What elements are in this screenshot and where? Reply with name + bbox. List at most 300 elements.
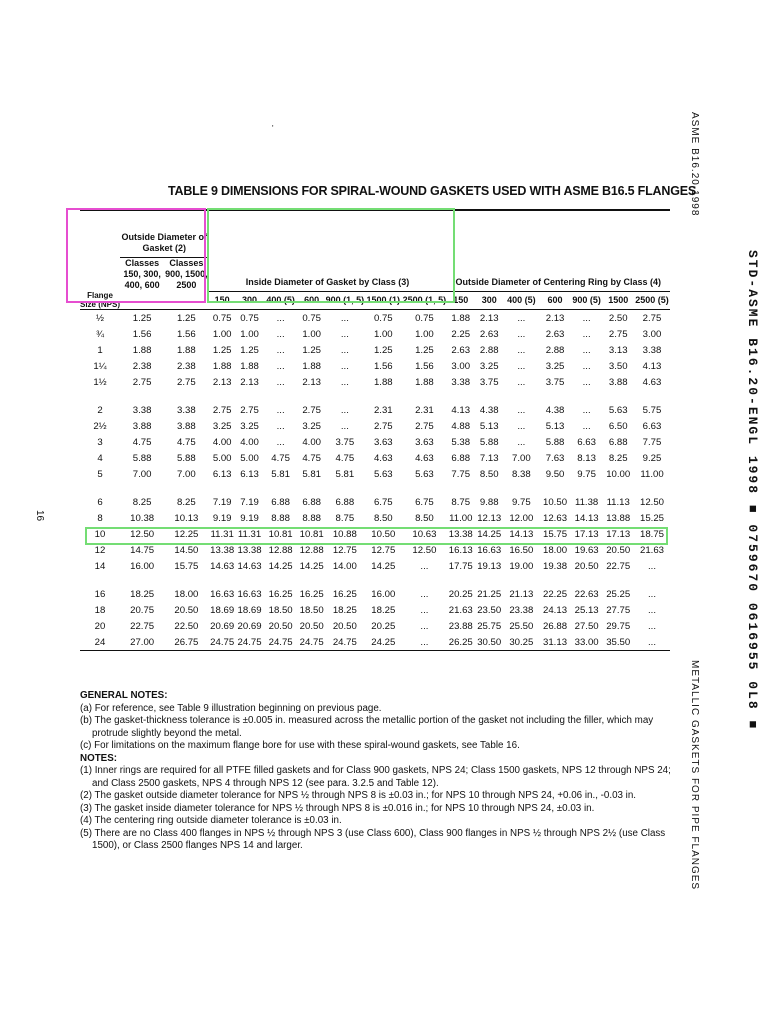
table-cell: 2.63 — [479, 328, 499, 340]
table-cell: 17.13 — [606, 528, 631, 540]
table-cell: 16.25 — [332, 588, 357, 600]
table-title: TABLE 9 DIMENSIONS FOR SPIRAL-WOUND GASKETS USED WITH ASME B16.5 FLANGES — [168, 184, 696, 198]
ring-class-header: 600 — [539, 291, 571, 310]
table-cell: 2.88 — [479, 344, 499, 356]
table-cell: 15.25 — [640, 512, 665, 524]
table-cell: 2.50 — [608, 312, 628, 324]
table-cell: 1.25 — [212, 344, 232, 356]
table-cell: 10.50 — [543, 496, 568, 508]
table-cell: 4.00 — [302, 436, 322, 448]
ring-class-header: 1500 — [602, 291, 634, 310]
table-cell: 3.25 — [479, 360, 499, 372]
table-cell: 22.50 — [174, 620, 199, 632]
table-cell: ... — [517, 404, 526, 416]
table-cell: 2.75 — [415, 420, 434, 432]
table-cell: ... — [648, 560, 656, 572]
table-cell: 2.13 — [545, 312, 565, 324]
table-cell: 7.19 — [212, 496, 232, 508]
table-cell: 18.00 — [174, 588, 199, 600]
table-cell: 7.75 — [642, 436, 662, 448]
table-cell: ... — [582, 328, 591, 340]
table-cell: 23.50 — [477, 604, 502, 616]
table-cell: 3.13 — [608, 344, 628, 356]
table-cell: 20.69 — [210, 620, 235, 632]
table-cell: ... — [517, 312, 526, 324]
table-cell: 18.25 — [332, 604, 357, 616]
table-cell: 11.31 — [237, 528, 262, 540]
table-cell: 2.13 — [212, 376, 232, 388]
table-cell: 20.50 — [174, 604, 199, 616]
flange-size-cell: 4 — [97, 452, 103, 464]
table-cell: 1.88 — [132, 344, 152, 356]
table-cell: 5.00 — [212, 452, 232, 464]
table-cell: 3.63 — [415, 436, 434, 448]
table-cell: 5.81 — [271, 468, 290, 480]
table-cell: 3.38 — [177, 404, 196, 416]
table-cell: ... — [420, 604, 429, 616]
table-cell: 1.56 — [177, 328, 196, 340]
flange-size-cell: 16 — [94, 588, 106, 600]
table-cell: 18.75 — [640, 528, 665, 540]
table-row — [80, 310, 670, 327]
col-flange-size-label: Flange Size (NPS) — [80, 291, 121, 309]
inside-class-header: 1500 (1) — [364, 291, 402, 310]
table-cell: 23.88 — [448, 620, 473, 632]
table-cell: 4.75 — [177, 436, 196, 448]
col-classes-b-header: Classes 900, 1500, 2500 — [165, 258, 208, 290]
table-cell: 3.25 — [212, 420, 232, 432]
table-cell: ... — [582, 376, 591, 388]
table-cell: 17.75 — [448, 560, 473, 572]
table-cell: 12.13 — [477, 512, 502, 524]
col-classes-a-header: Classes 150, 300, 400, 600 — [120, 258, 164, 292]
table-cell: 5.81 — [335, 468, 355, 480]
table-cell: 22.75 — [130, 620, 155, 632]
table-cell: 5.81 — [302, 468, 322, 480]
table-cell: 1.00 — [302, 328, 322, 340]
table-cell: 20.50 — [332, 620, 357, 632]
table-cell: 21.13 — [509, 588, 534, 600]
table-cell: 21.25 — [477, 588, 502, 600]
table-cell: 14.13 — [509, 528, 534, 540]
table-cell: 8.38 — [511, 468, 531, 480]
table-row — [80, 618, 670, 634]
table-cell: 1.00 — [212, 328, 232, 340]
table-cell: 5.88 — [545, 436, 565, 448]
table-cell: 14.63 — [210, 560, 235, 572]
table-cell: 1.88 — [451, 312, 471, 324]
table-cell: 3.25 — [302, 420, 322, 432]
table-cell: 1.00 — [240, 328, 259, 340]
table-cell: 16.00 — [371, 588, 396, 600]
table-cell: 16.63 — [210, 588, 235, 600]
inside-class-header: 2500 (1, 5) — [402, 291, 446, 310]
table-cell: 11.00 — [640, 468, 664, 480]
side-header-standard: ASME B16.20-1998 — [689, 112, 700, 217]
table-cell: 10.81 — [299, 528, 324, 540]
note: (2) The gasket outside diameter tolerance for NPS ½ through NPS 8 is ±0.03 in.; for NPS 10 through NPS 24, +0.06 in., -0.03 in. — [80, 790, 637, 801]
table-cell: 7.00 — [511, 452, 531, 464]
table-cell: 3.75 — [479, 376, 499, 388]
table-row — [80, 634, 670, 651]
table-cell: 18.69 — [237, 604, 262, 616]
table-cell: ... — [340, 360, 349, 372]
flange-size-cell: 1½ — [93, 376, 107, 388]
table-cell: ... — [276, 404, 285, 416]
table-cell: 24.75 — [263, 634, 298, 651]
table-cell: 22.63 — [574, 588, 599, 600]
table-cell: 18.69 — [210, 604, 235, 616]
table-cell: 3.88 — [132, 420, 152, 432]
table-cell: 20.25 — [448, 588, 473, 600]
table-cell: 24.13 — [543, 604, 568, 616]
general-notes-heading: GENERAL NOTES: — [80, 690, 168, 701]
table-cell: ... — [340, 376, 349, 388]
table-cell: 26.75 — [164, 634, 208, 651]
table-cell: 15.75 — [174, 560, 199, 572]
table-cell: 8.25 — [177, 496, 196, 508]
table-cell: 7.00 — [177, 468, 196, 480]
table-cell: 7.00 — [132, 468, 152, 480]
table-cell: 25.75 — [477, 620, 502, 632]
table-row — [80, 574, 670, 602]
flange-size-cell: 1 — [97, 344, 103, 356]
table-cell: 24.75 — [298, 634, 325, 651]
table-cell: 14.13 — [574, 512, 599, 524]
table-cell: ... — [582, 344, 591, 356]
flange-size-cell: 1¼ — [93, 360, 107, 372]
table-cell: 2.63 — [451, 344, 471, 356]
table-cell: 12.50 — [412, 544, 437, 556]
table-cell: 3.75 — [335, 436, 355, 448]
table-cell: 20.50 — [574, 560, 599, 572]
table-cell: 17.13 — [574, 528, 599, 540]
table-cell: 30.25 — [503, 634, 539, 651]
table-cell: 1.25 — [177, 312, 196, 324]
flange-size-cell: 14 — [94, 560, 106, 572]
table-cell: 1.25 — [132, 312, 152, 324]
table-cell: 6.13 — [240, 468, 259, 480]
table-cell: 18.00 — [543, 544, 568, 556]
table-cell: 24.75 — [209, 634, 236, 651]
table-cell: 16.63 — [477, 544, 502, 556]
table-cell: 22.25 — [543, 588, 568, 600]
table-cell: 18.50 — [268, 604, 293, 616]
general-note: (c) For limitations on the maximum flange bore for use with these spiral-wound gaskets, see Table 16. — [80, 740, 520, 751]
table-cell: 2.75 — [642, 312, 662, 324]
table-cell: 18.25 — [371, 604, 396, 616]
table-cell: 2.75 — [240, 404, 259, 416]
table-cell: 14.00 — [332, 560, 357, 572]
table-cell: 3.38 — [132, 404, 152, 416]
table-cell: ... — [340, 420, 349, 432]
flange-size-cell: 10 — [94, 528, 106, 540]
table-cell: 7.13 — [479, 452, 499, 464]
stray-mark: ' — [272, 124, 274, 133]
table-cell: 5.38 — [451, 436, 471, 448]
table-cell: 2.31 — [415, 404, 434, 416]
table-cell: 14.63 — [237, 560, 262, 572]
table-row — [80, 558, 670, 574]
general-note: (a) For reference, see Table 9 illustration beginning on previous page. — [80, 702, 382, 714]
table-row — [80, 358, 670, 374]
page-number: 16 — [34, 510, 45, 522]
table-cell: 26.25 — [447, 634, 475, 651]
table-cell: 10.88 — [332, 528, 357, 540]
table-row — [80, 390, 670, 418]
table-cell: 4.13 — [642, 360, 662, 372]
table-cell: 16.50 — [509, 544, 534, 556]
table-cell: 20.50 — [299, 620, 324, 632]
table-cell: 4.38 — [545, 404, 565, 416]
table-row — [80, 482, 670, 510]
table-cell: 4.75 — [271, 452, 290, 464]
table-cell: ... — [517, 360, 526, 372]
table-cell: 2.13 — [302, 376, 322, 388]
table-cell: 5.88 — [132, 452, 152, 464]
table-cell: 5.00 — [240, 452, 259, 464]
table-cell: 16.25 — [268, 588, 293, 600]
table-cell: 10.50 — [371, 528, 396, 540]
flange-size-cell: 2½ — [93, 420, 107, 432]
table-cell: 6.75 — [373, 496, 393, 508]
table-cell: 26.88 — [543, 620, 568, 632]
table-cell: 6.88 — [302, 496, 322, 508]
table-cell: 3.88 — [177, 420, 196, 432]
table-cell: 3.00 — [451, 360, 471, 372]
table-cell: 9.19 — [240, 512, 259, 524]
table-cell: 1.88 — [302, 360, 322, 372]
table-cell: 11.38 — [574, 496, 599, 508]
table-cell: 12.75 — [371, 544, 396, 556]
table-cell: 2.75 — [373, 420, 393, 432]
table-cell: 3.25 — [545, 360, 565, 372]
table-cell: 8.25 — [608, 452, 628, 464]
flange-size-cell: 5 — [97, 468, 103, 480]
table-row — [80, 602, 670, 618]
ring-class-header: 150 — [447, 291, 475, 310]
inside-class-header: 150 — [209, 291, 236, 310]
table-cell: 8.50 — [373, 512, 393, 524]
table-cell: 1.00 — [415, 328, 434, 340]
table-cell: 2.75 — [302, 404, 322, 416]
table-cell: ... — [648, 620, 656, 632]
table-cell: 12.88 — [299, 544, 324, 556]
table-cell: 6.88 — [271, 496, 290, 508]
table-cell: 4.75 — [132, 436, 152, 448]
table-cell: 4.75 — [335, 452, 355, 464]
table-cell: 20.75 — [130, 604, 155, 616]
group-centering-ring-header: Outside Diameter of Centering Ring by Class (4) — [455, 276, 662, 287]
table-cell: 13.88 — [606, 512, 631, 524]
table-cell: ... — [276, 436, 285, 448]
table-cell: 11.00 — [449, 512, 473, 524]
table-cell: 1.88 — [177, 344, 196, 356]
table-cell: 20.69 — [237, 620, 262, 632]
table-cell: 13.38 — [210, 544, 235, 556]
table-cell: 1.56 — [132, 328, 152, 340]
table-cell: ... — [517, 420, 526, 432]
table-cell: 16.13 — [448, 544, 473, 556]
flange-size-cell: 8 — [97, 512, 103, 524]
table-cell: 20.25 — [371, 620, 396, 632]
general-note: (b) The gasket-thickness tolerance is ±0.005 in. measured across the metallic portion of the gasket not including the filler, which may protrude slightly beyond the metal. — [80, 715, 654, 739]
table-cell: 11.31 — [210, 528, 234, 540]
table-cell: 8.50 — [415, 512, 434, 524]
table-row — [80, 418, 670, 434]
flange-size-cell: 24 — [80, 634, 120, 651]
note: (1) Inner rings are required for all PTFE filled gaskets and for Class 900 gaskets, NPS 24; Class 1500 gaskets, NPS 12 through NPS 24; and Class 2500 gaskets, NPS 4 through NPS 12 (see para. 3.2.5 and Table 12). — [80, 765, 671, 789]
table-cell: 3.88 — [608, 376, 628, 388]
table-cell: 0.75 — [373, 312, 393, 324]
table-cell: 19.63 — [574, 544, 599, 556]
table-cell: 2.13 — [479, 312, 499, 324]
table-cell: 3.38 — [451, 376, 471, 388]
table-cell: 6.50 — [608, 420, 628, 432]
table-cell: ... — [517, 376, 526, 388]
table-cell: 2.31 — [373, 404, 393, 416]
table-cell: 2.63 — [545, 328, 565, 340]
table-cell: ... — [517, 328, 526, 340]
table-cell: 1.56 — [373, 360, 393, 372]
table-cell: 8.13 — [577, 452, 596, 464]
table-cell: ... — [517, 436, 526, 448]
note: (5) There are no Class 400 flanges in NPS ½ through NPS 3 (use Class 600), Class 900 flanges in NPS ½ through NPS 2½ (use Class 1500), or Class 2500 flanges NPS 14 and larger. — [80, 827, 666, 851]
flange-size-cell: 6 — [97, 496, 103, 508]
table-cell: 5.63 — [373, 468, 393, 480]
table-cell: 4.00 — [240, 436, 259, 448]
table-cell: 8.88 — [302, 512, 322, 524]
inside-class-header: 300 — [236, 291, 263, 310]
table-cell: 14.25 — [299, 560, 324, 572]
table-cell: 1.88 — [240, 360, 259, 372]
table-cell: 3.50 — [608, 360, 628, 372]
table-cell: 4.75 — [302, 452, 322, 464]
table-cell: 19.00 — [509, 560, 534, 572]
table-cell: 18.50 — [299, 604, 324, 616]
table-body — [80, 310, 670, 651]
table-cell: 5.88 — [479, 436, 499, 448]
table-cell: 4.63 — [415, 452, 434, 464]
table-cell: 27.00 — [120, 634, 164, 651]
table-cell: ... — [276, 328, 285, 340]
ring-class-header: 900 (5) — [571, 291, 603, 310]
table-cell: 1.25 — [415, 344, 434, 356]
table-cell: 4.13 — [451, 404, 471, 416]
table-cell: 10.81 — [268, 528, 293, 540]
ring-class-header: 400 (5) — [503, 291, 539, 310]
table-cell: 9.75 — [511, 496, 531, 508]
table-cell: 7.75 — [451, 468, 471, 480]
table-cell: ... — [582, 420, 591, 432]
highlight-box-inside-diameter — [207, 208, 455, 303]
inside-class-header: 900 (1, 5) — [325, 291, 364, 310]
table-cell: 7.19 — [240, 496, 259, 508]
flange-size-cell: 18 — [94, 604, 106, 616]
highlight-box-outside-diameter — [66, 208, 206, 303]
table-cell: 10.38 — [130, 512, 155, 524]
table-cell: 19.13 — [477, 560, 502, 572]
flange-size-cell: 12 — [94, 544, 106, 556]
table-cell: 1.88 — [373, 376, 393, 388]
table-cell: 1.25 — [240, 344, 259, 356]
table-cell: 22.75 — [606, 560, 631, 572]
table-cell: 25.25 — [606, 588, 631, 600]
table-cell: 12.63 — [543, 512, 568, 524]
table-cell: 29.75 — [606, 620, 631, 632]
table-cell: ... — [420, 620, 429, 632]
table-cell: ... — [276, 376, 285, 388]
table-cell: 0.75 — [212, 312, 232, 324]
table-row — [80, 510, 670, 526]
table-row — [80, 374, 670, 390]
table-cell: 9.50 — [545, 468, 565, 480]
notes-section — [80, 690, 680, 853]
table-cell: 1.25 — [373, 344, 393, 356]
table-cell: 8.50 — [479, 468, 499, 480]
table-cell: 25.50 — [509, 620, 534, 632]
table-cell: 21.63 — [640, 544, 665, 556]
table-cell: 6.88 — [335, 496, 355, 508]
table-cell: 5.63 — [608, 404, 628, 416]
table-cell: 12.75 — [332, 544, 357, 556]
table-cell: 33.00 — [571, 634, 603, 651]
table-cell: 1.25 — [302, 344, 322, 356]
group-outside-gasket-header: Outside Diameter of Gasket (2) — [121, 232, 208, 253]
table-row — [80, 342, 670, 358]
table-cell: 8.75 — [451, 496, 471, 508]
table-cell: 3.75 — [545, 376, 565, 388]
table-cell: 30.50 — [475, 634, 503, 651]
table-cell: 2.38 — [132, 360, 152, 372]
table-cell: 10.13 — [174, 512, 199, 524]
table-cell: 14.50 — [174, 544, 199, 556]
table-cell: 0.75 — [302, 312, 322, 324]
table-cell: 16.25 — [299, 588, 324, 600]
table-cell: 2.75 — [212, 404, 232, 416]
table-row — [80, 466, 670, 482]
table-cell: 5.13 — [545, 420, 565, 432]
table-cell: 27.50 — [574, 620, 599, 632]
table-cell: ... — [648, 588, 656, 600]
table-cell: ... — [517, 344, 526, 356]
table-cell: ... — [276, 420, 285, 432]
table-cell: ... — [340, 328, 349, 340]
table-cell: 13.38 — [448, 528, 473, 540]
table-cell: 3.25 — [240, 420, 259, 432]
table-cell: ... — [634, 634, 670, 651]
table-cell: ... — [276, 360, 285, 372]
table-cell: ... — [340, 404, 349, 416]
table-cell: 4.88 — [451, 420, 471, 432]
table-cell: 12.88 — [268, 544, 293, 556]
table-cell: ... — [582, 360, 591, 372]
table-cell: 5.88 — [177, 452, 196, 464]
side-section-title: METALLIC GASKETS FOR PIPE FLANGES — [689, 660, 700, 891]
table-row — [80, 450, 670, 466]
note: (3) The gasket inside diameter tolerance for NPS ½ through NPS 8 is ±0.016 in.; for NPS 10 through NPS 24, ±0.03 in. — [80, 802, 595, 814]
table-cell: 16.00 — [130, 560, 155, 572]
table-cell: 5.13 — [479, 420, 499, 432]
table-cell: 9.88 — [479, 496, 499, 508]
table-cell: 10.00 — [606, 468, 631, 480]
table-cell: ... — [648, 604, 656, 616]
flange-size-cell: 3 — [97, 436, 103, 448]
flange-size-cell: 2 — [97, 404, 103, 416]
table-cell: 14.25 — [477, 528, 502, 540]
table-cell: 2.75 — [177, 376, 196, 388]
table-cell: 4.00 — [212, 436, 232, 448]
